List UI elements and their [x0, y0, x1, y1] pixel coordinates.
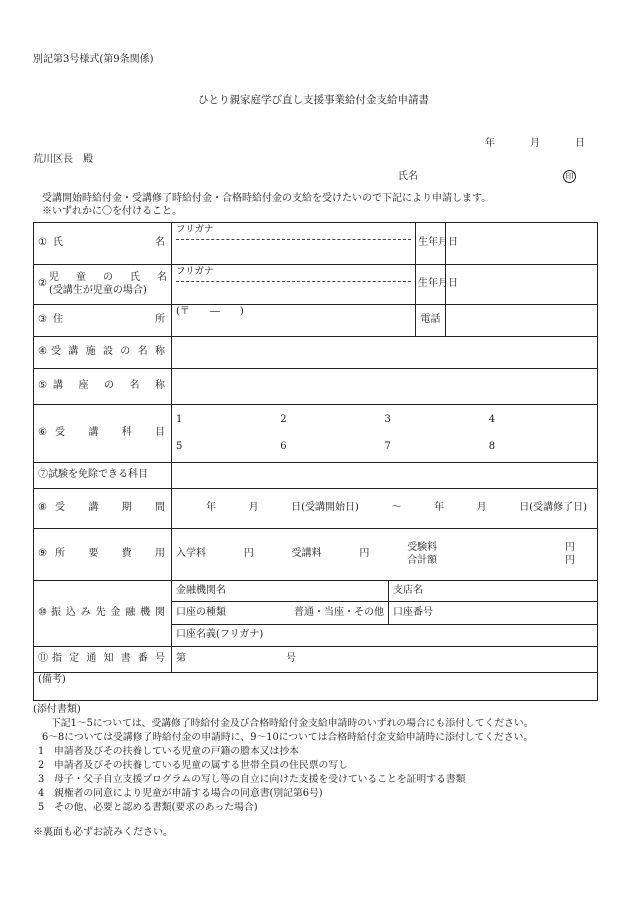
- seal-icon: 印: [563, 170, 576, 183]
- subject-1: 1: [176, 414, 183, 425]
- phone-field[interactable]: [446, 305, 598, 337]
- intro-line: 受講開始時給付金・受講修了時給付金・合格時給付金の支給を受けたいので下記により申請します。: [42, 193, 492, 204]
- row-facility: [34, 337, 598, 369]
- subject-5: 5: [176, 440, 183, 452]
- attachment-item-1: 1 申請者及びその扶養している児童の戸籍の謄本又は抄本: [38, 746, 299, 757]
- row-bank-name: [34, 581, 598, 602]
- intro-note: ※いずれかに〇を付けること。: [42, 206, 182, 217]
- attachment-item-2: 2 申請者及びその扶養している児童の属する世帯全員の住民票の写し: [38, 760, 348, 771]
- applicant-name-label: 氏名: [398, 171, 418, 182]
- row-course: [34, 369, 598, 405]
- label-facility: ④ 受 講 施 設 の 名 称: [34, 337, 172, 369]
- row-period: [34, 489, 598, 529]
- label-applicant-name: ① 氏 名: [34, 223, 172, 265]
- account-holder-field[interactable]: 口座名義(フリガナ): [172, 625, 598, 647]
- row-remarks: [34, 673, 598, 701]
- exempt-field[interactable]: [172, 463, 598, 489]
- subject-8: 8: [488, 440, 496, 452]
- child-name-field[interactable]: フリガナ: [172, 265, 416, 305]
- child-birth-field[interactable]: [446, 265, 598, 305]
- attachment-item-4: 4 親権者の同意により児童が申請する場合の同意書(別記第6号): [38, 788, 323, 799]
- row-cost: [34, 529, 598, 581]
- attachments-line-2: 6～8については受講修了時給付金の申請時に、9～10については合格時給付金支給申請時に添付してください。: [42, 732, 534, 743]
- subject-6: 6: [280, 440, 287, 452]
- remarks-field[interactable]: (備考): [34, 673, 598, 701]
- birth-field[interactable]: [446, 223, 598, 265]
- period-field[interactable]: 年 月 日(受講開始日) ～ 年 月 日(受講修了日): [172, 489, 598, 529]
- subjects-field[interactable]: [172, 405, 598, 463]
- cost-field[interactable]: 入学料 円 受講料 円 受験料 合計額 円 円: [172, 529, 598, 581]
- bank-name-field[interactable]: 金融機関名: [172, 581, 389, 602]
- date-year: 年: [485, 138, 495, 149]
- date-day: 日: [575, 138, 585, 149]
- form-number: 別記第3号様式(第9条関係): [33, 54, 154, 65]
- row-address: [34, 305, 598, 337]
- facility-field[interactable]: [172, 337, 598, 369]
- child-birth-label: 生年月日: [416, 265, 446, 305]
- row-subjects: [34, 405, 598, 463]
- subject-2: 2: [280, 414, 287, 425]
- attachment-item-5: 5 その他、必要と認める書類(要求のあった場合): [38, 802, 258, 813]
- subject-4: 4: [488, 414, 496, 425]
- address-field[interactable]: (〒 ― ): [172, 305, 416, 337]
- row-child-name: [34, 265, 598, 305]
- account-number-field[interactable]: 口座番号: [389, 602, 598, 625]
- account-type-field[interactable]: 口座の種類 普通・当座・その他: [172, 602, 389, 625]
- attachment-item-3: 3 母子・父子自立支援プログラムの写し等の自立に向けた支援を受けていることを証明する書類: [38, 774, 466, 785]
- label-course: ⑤ 講 座 の 名 称: [34, 369, 172, 405]
- course-field[interactable]: [172, 369, 598, 405]
- subject-3: 3: [384, 414, 391, 425]
- notice-number-field[interactable]: 第 号: [172, 647, 598, 673]
- label-cost: ⑨ 所 要 費 用: [34, 529, 172, 581]
- phone-label: 電話: [416, 305, 446, 337]
- document-title: ひとり親家庭学び直し支援事業給付金支給申請書: [198, 94, 429, 106]
- label-exempt: ⑦試験を免除できる科目: [34, 463, 172, 489]
- label-subjects: ⑥ 受 講 科 目: [34, 405, 172, 463]
- attachments-line-1: 下記1～5については、受講修了時給付金及び合格時給付金支給申請時のいずれの場合にも添付してください。: [51, 718, 534, 729]
- row-applicant-name: [34, 223, 598, 265]
- application-form-table: [33, 222, 598, 701]
- label-notice-number: ⑪ 指 定 通 知 書 番 号: [34, 647, 172, 673]
- birth-label: 生年月日: [416, 223, 446, 265]
- row-notice-number: [34, 647, 598, 673]
- label-address: ③ 住 所: [34, 305, 172, 337]
- applicant-name-field[interactable]: フリガナ: [172, 223, 416, 265]
- label-bank: ⑩ 振 込 み 先 金 融 機 関: [34, 581, 172, 647]
- attachments-heading: (添付書類): [33, 704, 81, 715]
- branch-field[interactable]: 支店名: [389, 581, 598, 602]
- date-month: 月: [530, 138, 540, 149]
- footer-note: ※裏面も必ずお読みください。: [33, 827, 173, 838]
- label-child-name: ② 児 童 の 氏 名 (受講生が児童の場合): [34, 265, 172, 305]
- label-period: ⑧ 受 講 期 間: [34, 489, 172, 529]
- subject-7: 7: [384, 440, 391, 452]
- row-exempt: [34, 463, 598, 489]
- addressee: 荒川区長 殿: [33, 154, 93, 165]
